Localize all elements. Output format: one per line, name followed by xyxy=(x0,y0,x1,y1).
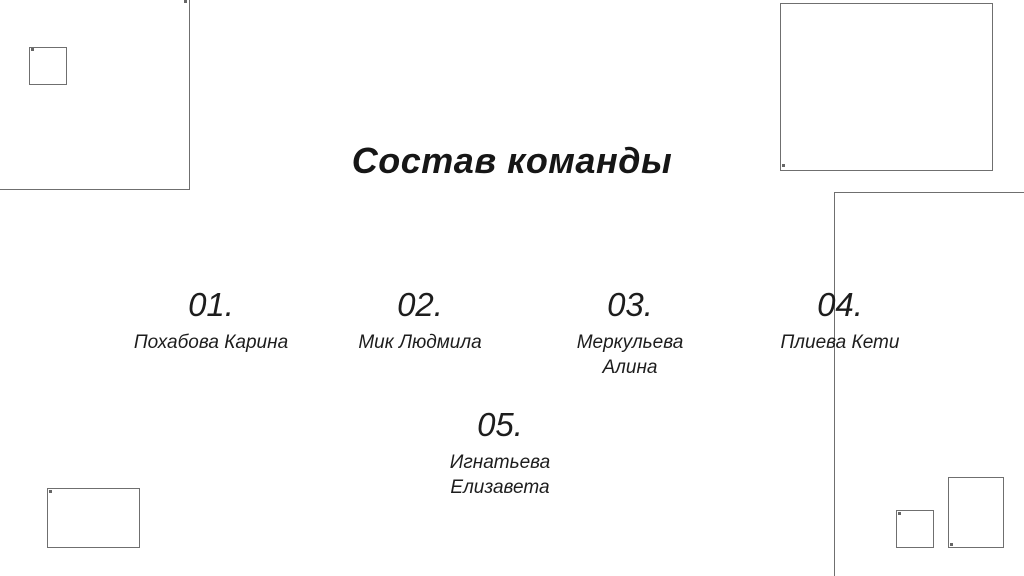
decor-frame-mark xyxy=(898,512,901,515)
decor-frame-mark xyxy=(950,543,953,546)
slide-title: Состав команды xyxy=(351,140,673,181)
decor-frame-bottom-right-tall xyxy=(948,477,1004,548)
decor-frame-mark xyxy=(31,48,34,51)
member-name: Игнатьева Елизавета xyxy=(449,452,551,498)
member-number: 01. xyxy=(188,286,234,323)
member-number: 05. xyxy=(477,406,523,443)
member-number: 03. xyxy=(607,286,653,323)
decor-frame-bottom-left xyxy=(47,488,140,548)
decor-frame-small-top-left xyxy=(29,47,67,85)
member-name: Мик Людмила xyxy=(358,332,482,353)
member-number: 04. xyxy=(817,286,863,323)
decor-frame-mark xyxy=(184,0,187,3)
member-name: Плиева Кети xyxy=(780,332,900,353)
decor-frame-bottom-right-small xyxy=(896,510,934,548)
member-name: Меркульева Алина xyxy=(576,332,684,378)
team-member-2 xyxy=(330,286,510,355)
decor-frame-mark xyxy=(49,490,52,493)
team-member-4 xyxy=(750,286,930,355)
team-member-1 xyxy=(111,286,311,355)
team-member-5 xyxy=(430,406,570,500)
member-name: Похабова Карина xyxy=(133,332,289,353)
team-member-3 xyxy=(560,286,700,380)
member-number: 02. xyxy=(397,286,443,323)
